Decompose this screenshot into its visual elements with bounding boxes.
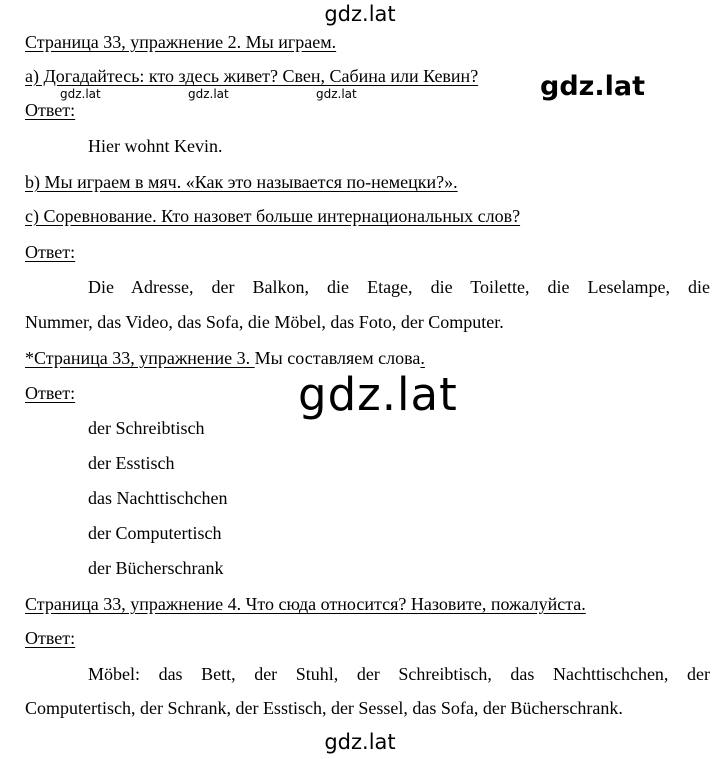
watermark-small-1: gdz.lat [60, 87, 101, 101]
exercise-2a-answer-label: Ответ: [25, 100, 76, 120]
exercise-4-answer-line2: Computertisch, der Schrank, der Esstisch, der Sessel, das Sofa, der Bücherschrank. [25, 698, 623, 718]
exercise-4-heading: Страница 33, упражнение 4. Что сюда относится? Назовите, пожалуйста. [25, 594, 586, 614]
watermark-top: gdz.lat [324, 2, 396, 26]
exercise-3-answer-label: Ответ: [25, 383, 76, 403]
exercise-3-heading-plain: Мы составляем слова [254, 348, 421, 368]
exercise-4-answer-label: Ответ: [25, 628, 76, 648]
exercise-3-heading-dot: . [420, 348, 425, 368]
exercise-3-heading [25, 348, 425, 369]
exercise-2c-answer-label: Ответ: [25, 242, 76, 262]
exercise-2c-question: c) Соревнование. Кто назовет больше интернациональных слов? [25, 206, 521, 226]
exercise-3-heading-underlined: *Страница 33, упражнение 3. [25, 348, 255, 368]
word-item: der Esstisch [88, 453, 175, 473]
exercise-2a-answer: Hier wohnt Kevin. [88, 136, 223, 156]
exercise-2-heading: Страница 33, упражнение 2. Мы играем. [25, 32, 337, 52]
exercise-2c-answer-line1 [25, 277, 710, 298]
word-item: das Nachttischchen [88, 488, 228, 508]
watermark-bottom: gdz.lat [324, 730, 396, 754]
word-item: der Schreibtisch [88, 418, 205, 438]
answer-text: Möbel: das Bett, der Stuhl, der Schreibtisch, das Nachttischchen, der [88, 664, 710, 684]
exercise-4-answer-line1 [25, 664, 710, 685]
watermark-small-3: gdz.lat [316, 87, 357, 101]
exercise-2a-question: а) Догадайтесь: кто здесь живет? Свен, Сабина или Кевин? [25, 66, 479, 86]
word-item: der Computertisch [88, 523, 222, 543]
watermark-right: gdz.lat [540, 71, 646, 102]
answer-text: Die Adresse, der Balkon, die Etage, die Toilette, die Leselampe, die [88, 277, 710, 297]
watermark-big: gdz.lat [298, 368, 458, 421]
exercise-2c-answer-line2: Nummer, das Video, das Sofa, die Möbel, das Foto, der Computer. [25, 312, 504, 332]
watermark-small-2: gdz.lat [188, 87, 229, 101]
exercise-2b-question: b) Мы играем в мяч. «Как это называется по-немецки?». [25, 172, 458, 192]
word-item: der Bücherschrank [88, 558, 224, 578]
